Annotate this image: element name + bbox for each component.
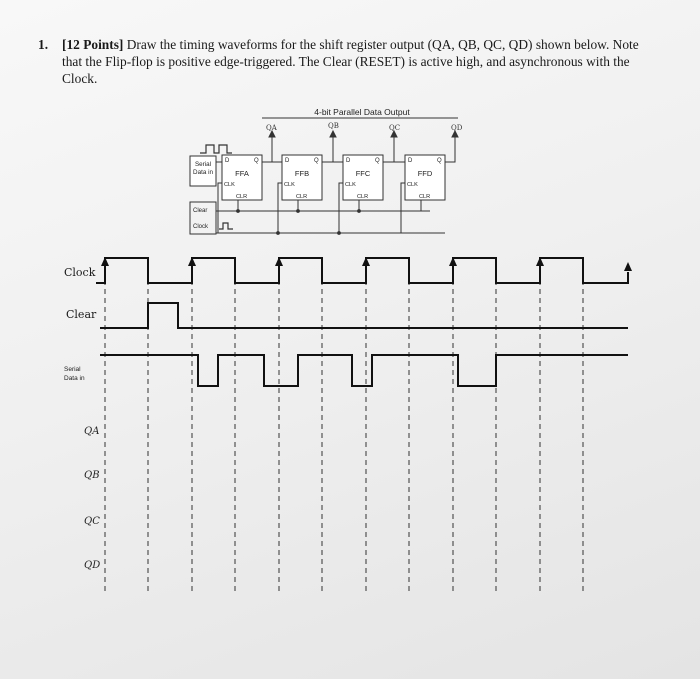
ffb-q-pin: Q [314, 158, 319, 164]
question-text: Draw the timing waveforms for the shift register output (QA, QB, QC, QD) shown below. Note that the Flip-flop is positive edge-triggered. The Clear (RESET) is active high, and asynchronous with the Clock. [62, 37, 639, 86]
ffd-label: FFD [417, 169, 433, 178]
qd-output-wire [445, 148, 455, 162]
ffc-clk-pin: CLK [345, 182, 356, 188]
ffa-clr-pin: CLR [236, 194, 248, 200]
timing-guide-lines [105, 262, 583, 595]
ffb-clk-pin: CLK [284, 182, 295, 188]
ffa-clk-pin: CLK [224, 182, 235, 188]
ffc-q-pin: Q [375, 158, 380, 164]
qa-to-ffb-wire [262, 148, 282, 162]
qb-to-ffc-wire [322, 148, 343, 162]
ffc-d-pin: D [346, 158, 351, 164]
timing-qd-label: QD [84, 560, 101, 571]
timing-qa-label: QA [84, 426, 100, 437]
timing-serial-label-2: Data in [64, 375, 85, 382]
ffb-clr-pin: CLR [296, 194, 308, 200]
serial-input-pulse-icon [200, 145, 232, 153]
qb-output-label: QB [328, 122, 339, 130]
qd-output-label: QD [451, 124, 463, 132]
ffc-label: FFC [355, 169, 371, 178]
ffd-q-pin: Q [437, 158, 442, 164]
qa-output-label: QA [266, 124, 277, 132]
clock-pulse-icon [219, 223, 233, 229]
timing-clock-label: Clock [64, 266, 96, 279]
shift-register-circuit [190, 107, 463, 234]
ffd-clr-pin: CLR [419, 194, 431, 200]
serial-label-line2: Data in [193, 169, 213, 176]
serial-data-waveform [100, 355, 628, 386]
ffd-d-pin: D [408, 158, 413, 164]
circuit-clock-label: Clock [193, 224, 209, 230]
ffb-d-pin: D [285, 158, 290, 164]
parallel-output-title: 4-bit Parallel Data Output [314, 107, 410, 117]
clear-waveform [100, 303, 628, 328]
circuit-clear-label: Clear [193, 208, 208, 214]
timing-clear-label: Clear [66, 308, 97, 321]
timing-qb-label: QB [84, 470, 100, 481]
ffd-clk-pin: CLK [407, 182, 418, 188]
question-number: 1. [38, 37, 49, 52]
timing-qc-label: QC [84, 516, 100, 527]
qc-output-label: QC [389, 124, 401, 132]
ffa-d-pin: D [225, 158, 230, 164]
ffa-label: FFA [235, 169, 249, 178]
clock-waveform [96, 258, 628, 283]
serial-label-line1: Serial [194, 161, 212, 168]
question-points: [12 Points] [62, 37, 124, 52]
ffa-q-pin: Q [254, 158, 259, 164]
qc-to-ffd-wire [383, 148, 405, 162]
ffb-label: FFB [294, 169, 310, 178]
timing-diagram [64, 257, 632, 595]
ffc-clr-pin: CLR [357, 194, 369, 200]
timing-serial-label-1: Serial [64, 366, 81, 373]
output-arrow-icons [269, 131, 458, 137]
